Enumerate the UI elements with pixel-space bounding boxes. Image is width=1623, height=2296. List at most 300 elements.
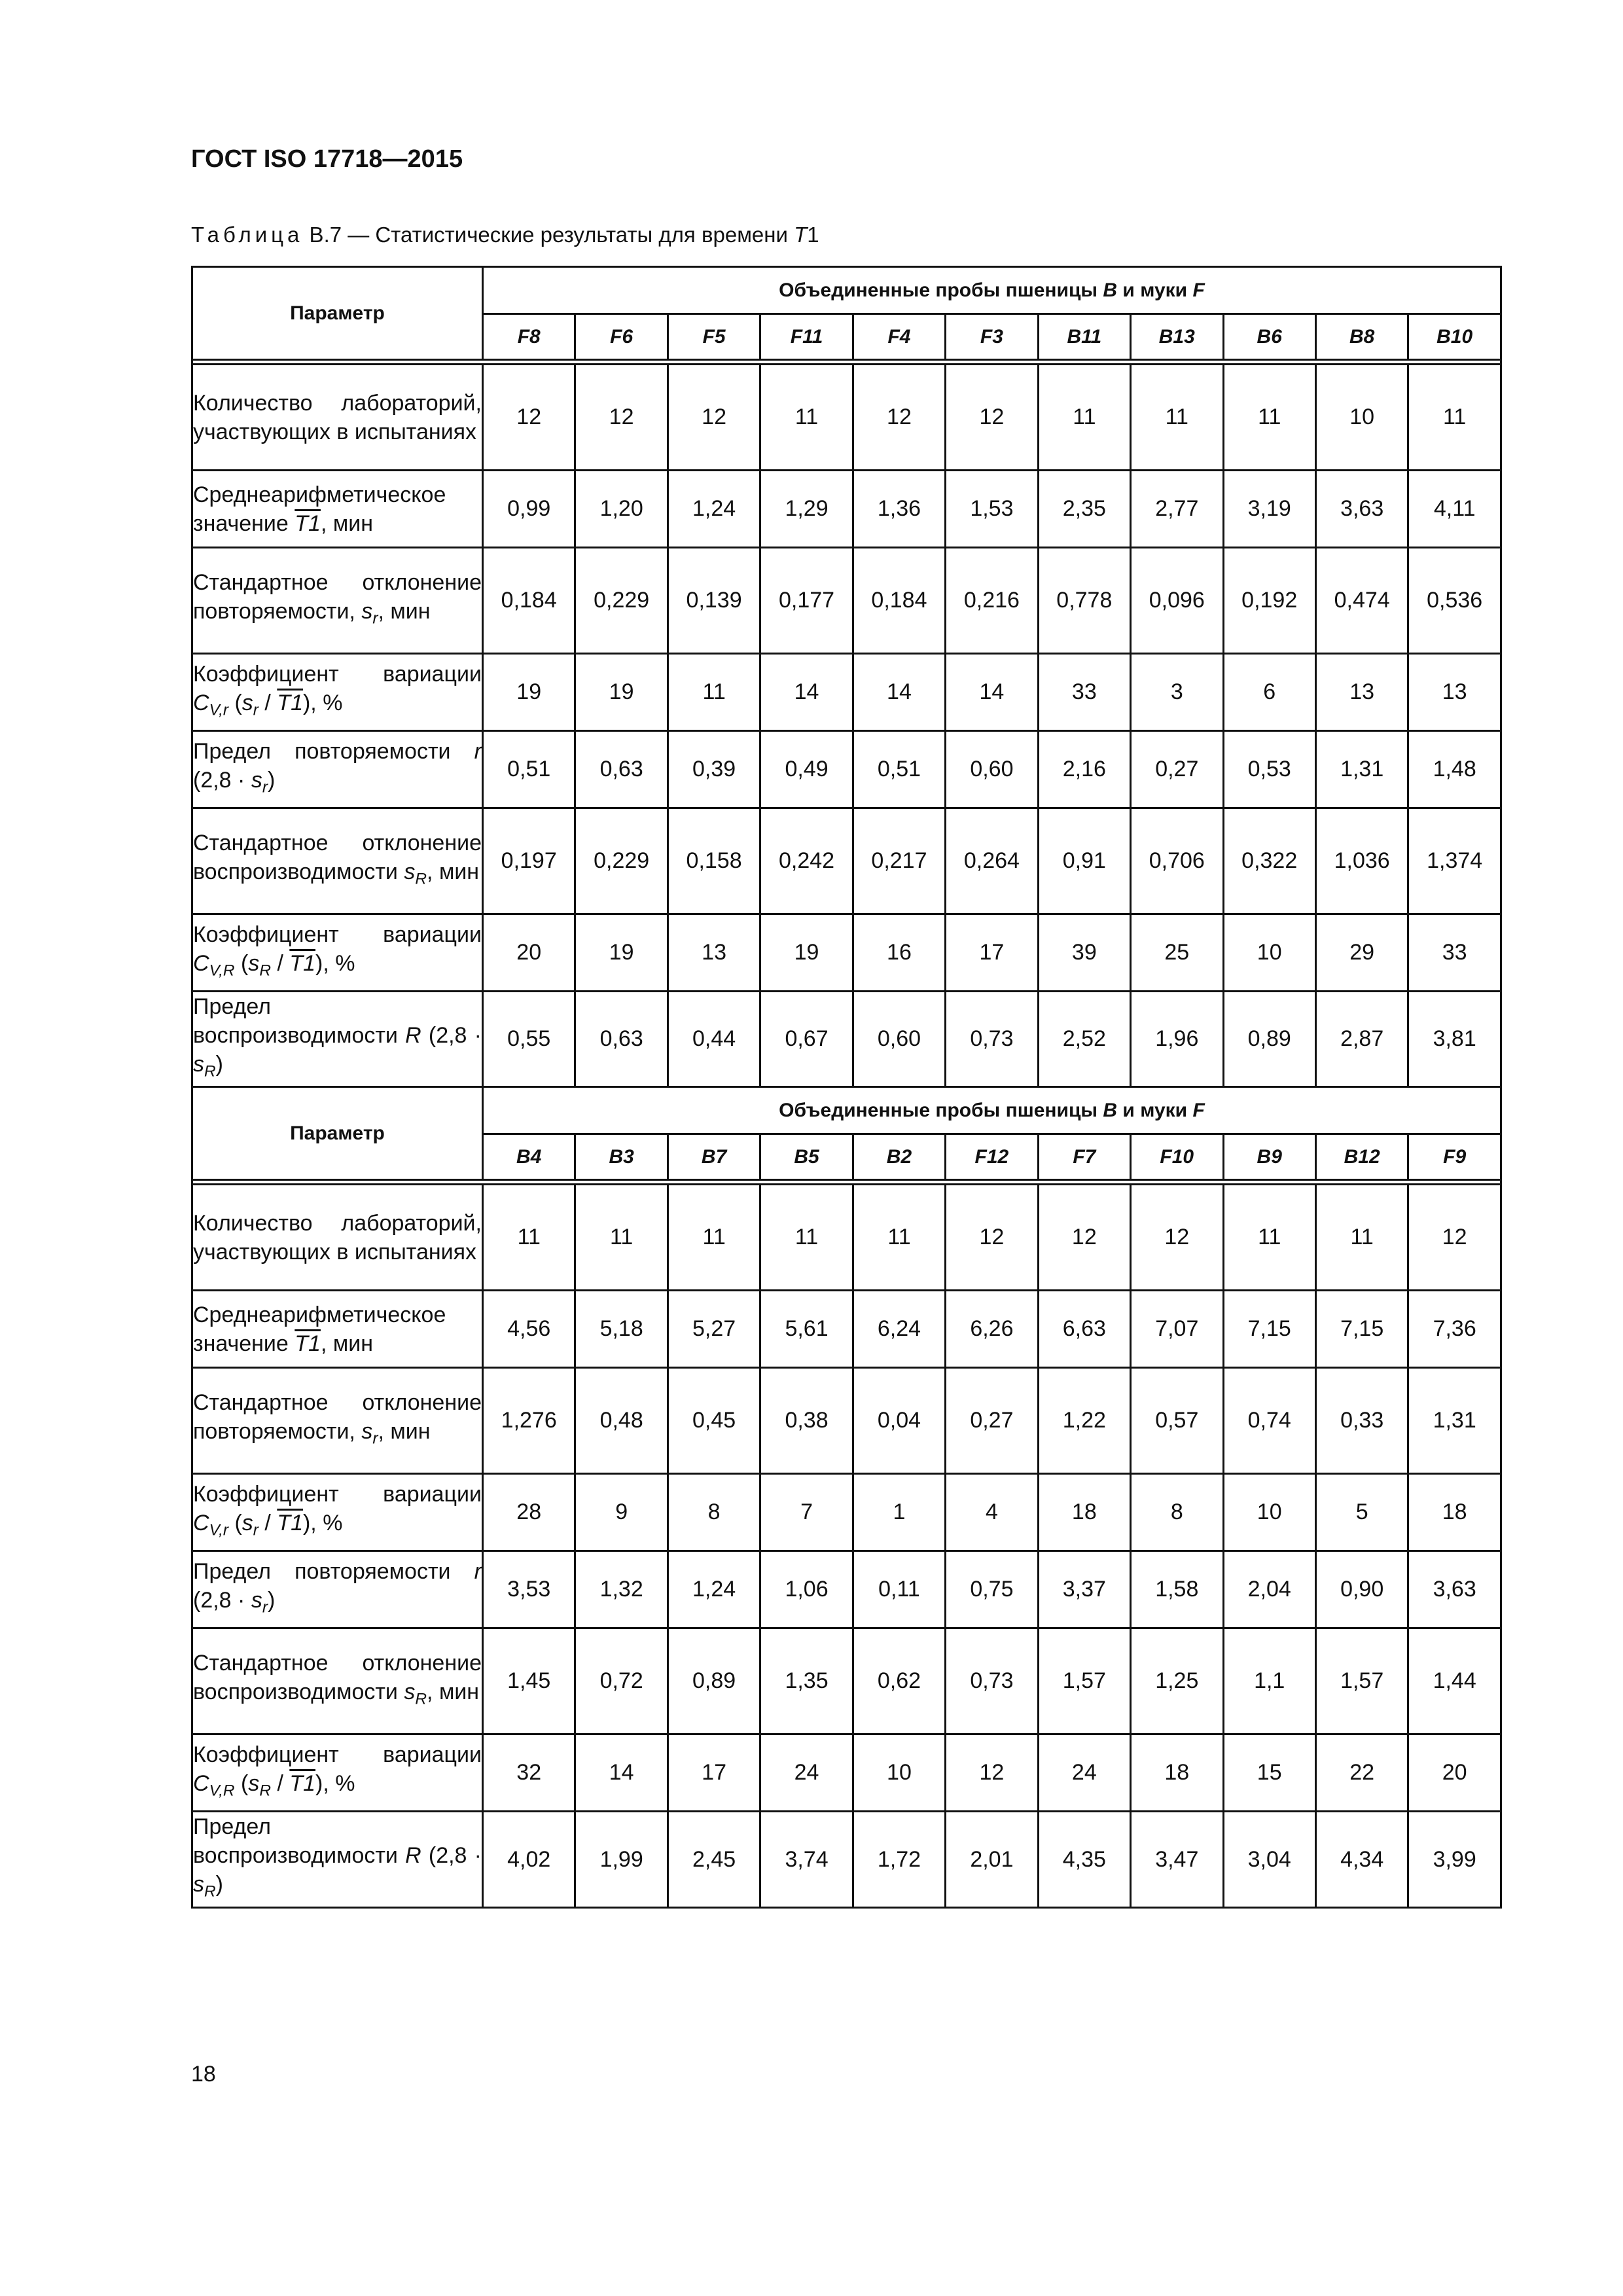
table-cell: 0,89 <box>1223 992 1315 1087</box>
table-cell: 1,276 <box>483 1368 575 1474</box>
label-part: ) <box>267 767 276 793</box>
label-part: Стандартное отклонение повторяемости, <box>193 569 482 624</box>
label-part: R <box>415 870 427 888</box>
table-cell: 0,474 <box>1315 548 1408 654</box>
label-part: s <box>404 1679 416 1705</box>
label-part: s <box>248 1771 260 1797</box>
caption-t: T <box>794 223 808 247</box>
table-cell: 12 <box>946 1734 1038 1812</box>
table-cell: 1,1 <box>1223 1628 1315 1734</box>
table-cell: 0,45 <box>668 1368 760 1474</box>
table-cell: 11 <box>668 1185 760 1291</box>
sample-column-header: F10 <box>1131 1134 1223 1180</box>
table-row <box>192 992 1501 1087</box>
label-part: C <box>193 1511 209 1536</box>
row-label-r <box>192 1551 483 1628</box>
label-part: V,r <box>209 1521 229 1539</box>
table-cell: 0,89 <box>668 1628 760 1734</box>
sample-column-header: F12 <box>946 1134 1038 1180</box>
table-cell: 10 <box>853 1734 945 1812</box>
table-cell: 7,15 <box>1315 1291 1408 1368</box>
sample-column-header: B13 <box>1131 314 1223 360</box>
table-cell: 0,242 <box>760 808 853 914</box>
table-cell: 0,75 <box>946 1551 1038 1628</box>
table-cell: 39 <box>1038 914 1130 992</box>
label-part: Предел повторяемости <box>193 1559 474 1585</box>
table-cell: 0,39 <box>668 731 760 808</box>
table-cell: 32 <box>483 1734 575 1812</box>
label-part: ), % <box>302 690 343 715</box>
group-header-row <box>192 1087 1501 1134</box>
table-cell: 0,177 <box>760 548 853 654</box>
label-part: , мин <box>427 1679 480 1705</box>
label-part: / <box>258 690 277 715</box>
table-cell: 0,229 <box>575 808 668 914</box>
row-label-labs <box>192 365 483 471</box>
table-row <box>192 1368 1501 1474</box>
table-cell: 0,55 <box>483 992 575 1087</box>
table-cell: 11 <box>1408 365 1501 471</box>
statistics-table <box>191 266 1502 1909</box>
label-part: Стандартное отклонение воспроизводимости <box>193 1651 482 1705</box>
table-cell: 1,57 <box>1315 1628 1408 1734</box>
table-cell: 0,60 <box>853 992 945 1087</box>
table-cell: 2,35 <box>1038 471 1130 548</box>
table-cell: 0,51 <box>483 731 575 808</box>
label-part: V,R <box>209 1782 235 1800</box>
table-cell: 18 <box>1131 1734 1223 1812</box>
table-cell: 0,73 <box>946 1628 1038 1734</box>
group-header-f: F <box>1192 1099 1205 1121</box>
group-header-f: F <box>1192 279 1205 301</box>
table-cell: 0,62 <box>853 1628 945 1734</box>
row-label-cvr <box>192 1474 483 1551</box>
table-cell: 0,49 <box>760 731 853 808</box>
label-part: / <box>271 950 290 976</box>
label-part: T1 <box>294 511 321 536</box>
table-cell: 15 <box>1223 1734 1315 1812</box>
table-row <box>192 914 1501 992</box>
table-cell: 0,264 <box>946 808 1038 914</box>
group-header-row <box>192 267 1501 314</box>
label-part: ) <box>267 1588 276 1613</box>
label-part: C <box>193 690 209 715</box>
label-part: Количество лабораторий, участвующих в испытаниях <box>193 1210 482 1265</box>
table-cell: 2,16 <box>1038 731 1130 808</box>
group-header <box>483 1087 1501 1134</box>
table-cell: 0,72 <box>575 1628 668 1734</box>
table-caption <box>191 223 819 247</box>
table-cell: 19 <box>575 654 668 731</box>
table-cell: 6,24 <box>853 1291 945 1368</box>
label-part: s <box>193 1052 204 1077</box>
label-part: r <box>262 1598 268 1617</box>
label-part: s <box>251 767 262 793</box>
param-header: Параметр <box>192 267 483 360</box>
table-cell: 1,25 <box>1131 1628 1223 1734</box>
caption-one: 1 <box>807 223 819 247</box>
table-cell: 0,53 <box>1223 731 1315 808</box>
table-cell: 14 <box>946 654 1038 731</box>
table-cell: 12 <box>1131 1185 1223 1291</box>
table-row <box>192 808 1501 914</box>
table-cell: 1,57 <box>1038 1628 1130 1734</box>
table-cell: 3,81 <box>1408 992 1501 1087</box>
table-row <box>192 1474 1501 1551</box>
table-cell: 17 <box>946 914 1038 992</box>
label-part: (2,8 · <box>193 1588 251 1613</box>
label-part: Среднеарифметическое значение <box>193 1302 446 1356</box>
label-part: s <box>241 1511 253 1536</box>
table-cell: 0,73 <box>946 992 1038 1087</box>
label-part: , мин <box>427 859 480 884</box>
label-part: T1 <box>289 950 316 976</box>
label-part: C <box>193 1771 209 1797</box>
table-cell: 3,74 <box>760 1812 853 1907</box>
table-cell: 0,27 <box>946 1368 1038 1474</box>
table-cell: 28 <box>483 1474 575 1551</box>
table-cell: 0,184 <box>483 548 575 654</box>
label-part: s <box>251 1588 262 1613</box>
label-part: ( <box>228 1511 242 1536</box>
label-part: ( <box>234 950 249 976</box>
param-header: Параметр <box>192 1087 483 1180</box>
table-cell: 22 <box>1315 1734 1408 1812</box>
label-part: ), % <box>302 1511 343 1536</box>
table-cell: 0,706 <box>1131 808 1223 914</box>
table-cell: 4,02 <box>483 1812 575 1907</box>
table-cell: 20 <box>1408 1734 1501 1812</box>
sample-column-header: B11 <box>1038 314 1130 360</box>
sample-column-header: B4 <box>483 1134 575 1180</box>
table-cell: 10 <box>1315 365 1408 471</box>
table-cell: 3,63 <box>1315 471 1408 548</box>
table-cell: 0,33 <box>1315 1368 1408 1474</box>
label-part: / <box>258 1511 277 1536</box>
label-part: Стандартное отклонение воспроизводимости <box>193 830 482 884</box>
table-cell: 1 <box>853 1474 945 1551</box>
table-cell: 11 <box>1223 1185 1315 1291</box>
sample-column-header: F4 <box>853 314 945 360</box>
table-cell: 11 <box>575 1185 668 1291</box>
label-part: C <box>193 950 209 976</box>
sample-column-header: B6 <box>1223 314 1315 360</box>
sample-column-header: F3 <box>946 314 1038 360</box>
group-header-mid: и муки <box>1117 1099 1193 1121</box>
table-row <box>192 1291 1501 1368</box>
label-part: ) <box>215 1872 223 1897</box>
table-cell: 33 <box>1038 654 1130 731</box>
table-cell: 3,37 <box>1038 1551 1130 1628</box>
table-cell: 19 <box>760 914 853 992</box>
table-cell: 13 <box>1408 654 1501 731</box>
sample-column-header: B8 <box>1315 314 1408 360</box>
table-cell: 29 <box>1315 914 1408 992</box>
table-cell: 1,35 <box>760 1628 853 1734</box>
table-cell: 12 <box>1408 1185 1501 1291</box>
table-cell: 10 <box>1223 914 1315 992</box>
label-part: T1 <box>277 1511 303 1536</box>
caption-text: В.7 — Статистические результаты для времени <box>303 223 794 247</box>
table-cell: 14 <box>760 654 853 731</box>
table-cell: 3,63 <box>1408 1551 1501 1628</box>
table-cell: 2,01 <box>946 1812 1038 1907</box>
table-cell: 1,99 <box>575 1812 668 1907</box>
table-row <box>192 1185 1501 1291</box>
table-cell: 0,11 <box>853 1551 945 1628</box>
table-cell: 12 <box>483 365 575 471</box>
label-part: r <box>253 1521 259 1539</box>
table-cell: 0,60 <box>946 731 1038 808</box>
table-cell: 4,56 <box>483 1291 575 1368</box>
row-label-r <box>192 731 483 808</box>
table-cell: 1,31 <box>1315 731 1408 808</box>
label-part: s <box>193 1872 204 1897</box>
table-cell: 11 <box>483 1185 575 1291</box>
label-part: T1 <box>294 1331 321 1356</box>
row-label-mean <box>192 471 483 548</box>
label-part: r <box>262 778 268 797</box>
sample-column-header: F7 <box>1038 1134 1130 1180</box>
row-label-cvR <box>192 914 483 992</box>
table-cell: 12 <box>946 1185 1038 1291</box>
table-cell: 11 <box>1038 365 1130 471</box>
table-cell: 6,26 <box>946 1291 1038 1368</box>
table-cell: 2,87 <box>1315 992 1408 1087</box>
row-label-sR <box>192 1628 483 1734</box>
table-cell: 11 <box>760 1185 853 1291</box>
table-cell: 19 <box>483 654 575 731</box>
table-cell: 11 <box>1315 1185 1408 1291</box>
label-part: r <box>474 738 482 764</box>
table-cell: 4 <box>946 1474 1038 1551</box>
table-cell: 0,51 <box>853 731 945 808</box>
table-cell: 18 <box>1038 1474 1130 1551</box>
table-cell: 0,74 <box>1223 1368 1315 1474</box>
table-cell: 3,53 <box>483 1551 575 1628</box>
table-cell: 1,32 <box>575 1551 668 1628</box>
table-cell: 1,48 <box>1408 731 1501 808</box>
table-cell: 0,778 <box>1038 548 1130 654</box>
page-number: 18 <box>191 2062 216 2087</box>
label-part: V,r <box>209 701 229 719</box>
table-cell: 6,63 <box>1038 1291 1130 1368</box>
table-cell: 4,11 <box>1408 471 1501 548</box>
label-part: Среднеарифметическое значение <box>193 482 446 536</box>
table-cell: 4,34 <box>1315 1812 1408 1907</box>
label-part: (2,8 · <box>421 1023 482 1048</box>
label-part: Предел воспроизводимости <box>193 994 406 1048</box>
header-separator <box>192 1180 1501 1185</box>
table-cell: 13 <box>1315 654 1408 731</box>
group-header-b: B <box>1103 1099 1118 1121</box>
table-cell: 12 <box>1038 1185 1130 1291</box>
label-part: T1 <box>289 1771 316 1797</box>
table-cell: 0,216 <box>946 548 1038 654</box>
table-cell: 8 <box>1131 1474 1223 1551</box>
table-cell: 1,31 <box>1408 1368 1501 1474</box>
table-cell: 7 <box>760 1474 853 1551</box>
label-part: Предел воспроизводимости <box>193 1814 406 1869</box>
table-cell: 7,15 <box>1223 1291 1315 1368</box>
label-part: T1 <box>277 690 303 715</box>
table-cell: 24 <box>1038 1734 1130 1812</box>
table-cell: 25 <box>1131 914 1223 992</box>
table-cell: 0,63 <box>575 992 668 1087</box>
table-cell: 18 <box>1408 1474 1501 1551</box>
table-cell: 1,036 <box>1315 808 1408 914</box>
table-cell: 0,096 <box>1131 548 1223 654</box>
table-cell: 1,58 <box>1131 1551 1223 1628</box>
table-cell: 2,45 <box>668 1812 760 1907</box>
table-cell: 0,99 <box>483 471 575 548</box>
label-part: Коэффициент вариации <box>193 1742 482 1768</box>
label-part: R <box>415 1690 427 1708</box>
table-cell: 0,139 <box>668 548 760 654</box>
table-body <box>192 267 1501 1908</box>
label-part: R <box>405 1023 421 1048</box>
table-row <box>192 1551 1501 1628</box>
label-part: s <box>361 1419 373 1444</box>
table-cell: 7,07 <box>1131 1291 1223 1368</box>
table-row <box>192 1734 1501 1812</box>
label-part: R <box>259 1782 271 1800</box>
group-header-b: B <box>1103 279 1118 301</box>
row-label-cvr <box>192 654 483 731</box>
table-cell: 13 <box>668 914 760 992</box>
row-label-R <box>192 1812 483 1907</box>
table-cell: 1,44 <box>1408 1628 1501 1734</box>
table-cell: 7,36 <box>1408 1291 1501 1368</box>
table-cell: 5,61 <box>760 1291 853 1368</box>
table-cell: 8 <box>668 1474 760 1551</box>
label-part: ( <box>234 1771 249 1797</box>
table-cell: 3,47 <box>1131 1812 1223 1907</box>
group-header-text: Объединенные пробы пшеницы <box>779 1099 1103 1121</box>
sample-column-header: B12 <box>1315 1134 1408 1180</box>
label-part: R <box>204 1062 216 1081</box>
table-cell: 17 <box>668 1734 760 1812</box>
table-cell: 12 <box>668 365 760 471</box>
table-cell: 14 <box>575 1734 668 1812</box>
table-cell: 12 <box>946 365 1038 471</box>
sample-column-header: F9 <box>1408 1134 1501 1180</box>
row-label-mean <box>192 1291 483 1368</box>
table-cell: 0,197 <box>483 808 575 914</box>
table-cell: 6 <box>1223 654 1315 731</box>
table-cell: 11 <box>1223 365 1315 471</box>
table-cell: 12 <box>853 365 945 471</box>
table-cell: 5,27 <box>668 1291 760 1368</box>
table-cell: 1,53 <box>946 471 1038 548</box>
table-cell: 1,24 <box>668 1551 760 1628</box>
table-cell: 5,18 <box>575 1291 668 1368</box>
table-cell: 16 <box>853 914 945 992</box>
table-row <box>192 731 1501 808</box>
table-cell: 5 <box>1315 1474 1408 1551</box>
label-part: , мин <box>378 598 431 624</box>
sample-column-header: B3 <box>575 1134 668 1180</box>
label-part: Коэффициент вариации <box>193 922 482 947</box>
row-label-cvR <box>192 1734 483 1812</box>
group-header-text: Объединенные пробы пшеницы <box>779 279 1103 301</box>
label-part: / <box>271 1771 290 1797</box>
table-cell: 1,374 <box>1408 808 1501 914</box>
table-cell: 20 <box>483 914 575 992</box>
table-cell: 11 <box>760 365 853 471</box>
label-part: Коэффициент вариации <box>193 1482 482 1507</box>
sample-column-header: F5 <box>668 314 760 360</box>
table-cell: 0,91 <box>1038 808 1130 914</box>
table-cell: 19 <box>575 914 668 992</box>
label-part: ( <box>228 690 242 715</box>
label-part: (2,8 · <box>421 1843 482 1869</box>
label-part: , мин <box>320 1331 374 1356</box>
label-part: Предел повторяемости <box>193 738 474 764</box>
table-cell: 0,63 <box>575 731 668 808</box>
label-part: (2,8 · <box>193 767 251 793</box>
table-cell: 2,52 <box>1038 992 1130 1087</box>
sample-column-header: B2 <box>853 1134 945 1180</box>
table-cell: 0,27 <box>1131 731 1223 808</box>
label-part: , мин <box>378 1419 431 1444</box>
sample-column-header: B9 <box>1223 1134 1315 1180</box>
table-cell: 0,322 <box>1223 808 1315 914</box>
table-row <box>192 471 1501 548</box>
table-cell: 0,57 <box>1131 1368 1223 1474</box>
table-cell: 3,04 <box>1223 1812 1315 1907</box>
table-cell: 1,45 <box>483 1628 575 1734</box>
table-cell: 0,67 <box>760 992 853 1087</box>
table-cell: 9 <box>575 1474 668 1551</box>
label-part: r <box>253 701 259 719</box>
sample-column-header: F8 <box>483 314 575 360</box>
caption-prefix: Таблица <box>191 223 304 247</box>
table-cell: 0,229 <box>575 548 668 654</box>
row-label-labs <box>192 1185 483 1291</box>
label-part: ) <box>215 1052 223 1077</box>
table-cell: 3 <box>1131 654 1223 731</box>
table-cell: 1,22 <box>1038 1368 1130 1474</box>
label-part: s <box>241 690 253 715</box>
table-cell: 0,90 <box>1315 1551 1408 1628</box>
table-cell: 0,48 <box>575 1368 668 1474</box>
table-cell: 11 <box>853 1185 945 1291</box>
table-cell: 11 <box>1131 365 1223 471</box>
table-cell: 10 <box>1223 1474 1315 1551</box>
table-cell: 33 <box>1408 914 1501 992</box>
table-cell: 1,24 <box>668 471 760 548</box>
table-cell: 0,184 <box>853 548 945 654</box>
table-cell: 1,06 <box>760 1551 853 1628</box>
table-row <box>192 1812 1501 1907</box>
table-cell: 12 <box>575 365 668 471</box>
table-row <box>192 1628 1501 1734</box>
label-part: R <box>405 1843 421 1869</box>
table-cell: 0,158 <box>668 808 760 914</box>
label-part: Коэффициент вариации <box>193 661 482 687</box>
label-part: ), % <box>315 950 355 976</box>
table-cell: 24 <box>760 1734 853 1812</box>
sample-column-header: F6 <box>575 314 668 360</box>
label-part: Стандартное отклонение повторяемости, <box>193 1390 482 1444</box>
label-part: ), % <box>315 1771 355 1797</box>
label-part: s <box>404 859 416 884</box>
table-row <box>192 654 1501 731</box>
group-header-mid: и муки <box>1117 279 1193 301</box>
row-label-sr <box>192 548 483 654</box>
label-part: V,R <box>209 961 235 980</box>
